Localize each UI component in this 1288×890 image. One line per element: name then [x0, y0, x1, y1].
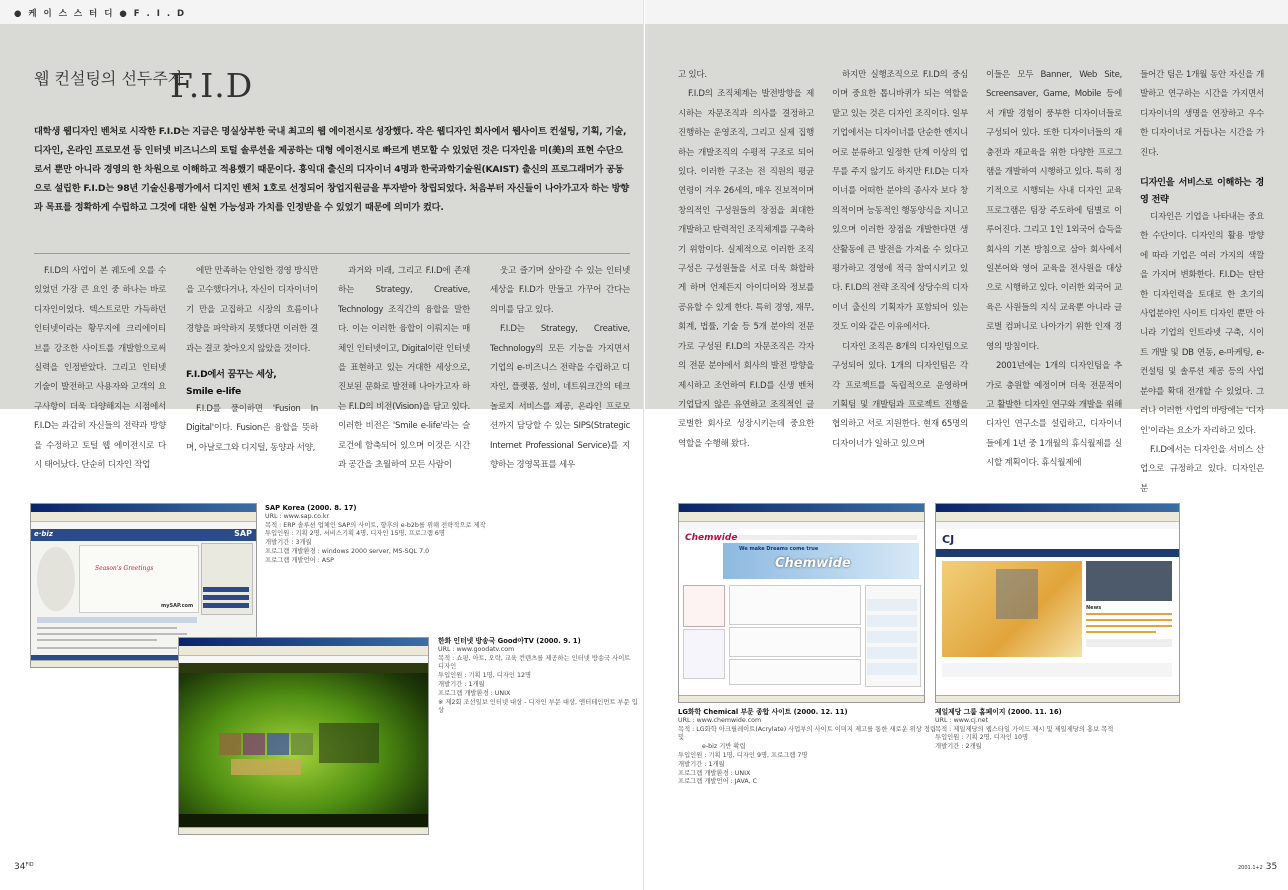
right-column-3: 이들은 모두 Banner, Web Site, Screensaver, Game, Mobile 등에서 개발 경험이 풍부한 디자이너들로 구성되어 있다. 또한 디자이너들의 재충전과 재교육을 위한 다양한 프로그램을 개발하여 시행하고 있다. 특히 정기적으로 시행되는 사내 디자인 교육 프로그램은 팀장 주도하에 팀별로 이루어진다. 그리고 1인 1외국어 습득을 회사의 기본 방침으로 삼아 회사에서 일본어와 영어 교육을 전사원을 대상으로 시행하고 있다. 이러한 외국어 교육은 사원들의 지식 교육뿐 아니라 글로벌 컴퍼니로 나아가기 위한 인재 경영의 방침이다. 2001년에는 1개의 디자인팀을 추가로 충원할 예정이며 더욱 전문적이고 활발한 디자인 연구와 개발을 위해 디자인 연구소를 설립하고, 디자이너들에게 1년 중 1개월의 휴식월제를 실시할 계획이다. 휴식월제에 — [986, 70, 1122, 469]
cj-news-label: News — [1086, 605, 1102, 611]
right-column-2: 하지만 실행조직으로 F.I.D의 중심이며 중요한 톱니바퀴가 되는 역할을 맡고 있는 것은 디자인 조직이다. 일부 기업에서는 디자이너를 단순한 엔지니어로 분류하고 일정한 단계 이상의 업무를 주지 않기도 하지만 F.I.D는 디자이너를 어떠한 분야의 종사자 보다 창의적이며 능동적인 행동양식을 지니고 있으며 이러한 장점을 개발한다면 생산활동에 큰 발전을 가져올 수 있다고 평가하고 경영에 적극 참여시키고 있다. F.I.D의 전략 조직에 상당수의 디자이너 출신의 기획자가 포함되어 있는 것도 이와 같은 이유에서다. 디자인 조직은 8개의 디자인팀으로 구성되어 있다. 1개의 디자인팀은 각각 프로젝트를 독립적으로 운영하며 기획팀 및 개발팀과 프로젝트 진행을 협의하고 서로 지원한다. 현재 65명의 디자이너가 일하고 있으며 — [832, 70, 968, 449]
subheading-smile: F.I.D에서 꿈꾸는 세상, Smile e-life — [186, 369, 277, 398]
chemwide-logo: Chemwide — [685, 533, 738, 543]
section-kicker: ● 케 이 스 스 터 디 ● F . I . D — [14, 9, 187, 19]
cj-logo: CJ — [942, 533, 955, 546]
right-page-number: 2001.1+2 35 — [1238, 862, 1278, 872]
left-column-2: 에만 만족하는 안일한 경영 방식만을 고수했다거나, 자신이 디자이너이기 만을 고집하고 시장의 흐름이나 경향을 파악하지 못했다면 이러한 결과는 결코 찾아오지 않았을 것이다. F.I.D에서 꿈꾸는 세상, Smile e-life F.I.D를 풀이하면 'Fusion In Digital'이다. Fusion은 융합을 뜻하며, 아날로그와 디지털, 동양과 서양, — [186, 266, 318, 453]
lead-divider — [34, 253, 630, 254]
left-page-number: $34^{FID}$ — [14, 862, 34, 872]
seasons-greetings-text: Season's Greetings — [95, 565, 154, 572]
right-top-strip — [645, 0, 1288, 24]
subheading-design-service: 디자인을 서비스로 이해하는 경영 전략 — [1140, 177, 1264, 206]
left-column-1: F.I.D의 사업이 본 궤도에 오를 수 있었던 가장 큰 요인 중 하나는 바로 디자인이었다. 텍스트로만 가득하던 인터넷이라는 황무지에 크리에이티브를 강조한 사이트를 개발함으로써 실력을 인정받았다. 그리고 인터넷 기술이 발전하고 사용자와 고객의 요구사항이 더욱 다양해지는 시점에서 F.I.D는 과감히 자신들의 전략과 방향을 수정하고 토털 웹 에이전시로 다시 태어났다. 단순히 디자인 작업 — [34, 266, 166, 471]
left-column-3: 과거와 미래, 그리고 F.I.D에 존재하는 Strategy, Creative, Technology 조직간의 융합을 말한다. 이는 이러한 융합이 이뤄지는 매체인 인터넷이고, Digital이란 인터넷을 표현하고 있는 거대한 세상으로, 진보된 문화로 발전해 나아가고자 하는 F.I.D의 비전(Vision)을 담고 있다. 이러한 비전은 'Smile e-life'라는 슬로건에 함축되어 있으며 이것은 시간과 공간을 초월하여 모든 사람이 — [338, 266, 470, 471]
cj-screenshot — [935, 503, 1180, 703]
chemwide-screenshot: Chemwide We make Dreams come true Chemwide — [678, 503, 925, 703]
goodatv-screenshot — [178, 637, 429, 835]
cj-caption: 제일제당 그룹 홈페이지 (2000. 11. 16) URL : www.cj.net 목적 : 제일제당의 웹스타일 가이드 제시 및 제일제당의 홍보 목적 투입인원 : 기획 2명, 디자인 10명 개발기간 : 2개월 — [935, 708, 1114, 751]
sap-logo: SAP — [234, 529, 252, 538]
left-column-4: 웃고 즐기며 살아갈 수 있는 인터넷 세상을 F.I.D가 만들고 가꾸어 간다는 의미를 담고 있다. F.I.D는 Strategy, Creative, Technology의 모든 기능을 가지면서 기업의 e-비즈니스 전략을 수립하고 디자인, 플랫폼, 설비, 네트워크간의 테크놀로지 서비스를 제공, 온라인 프로모션까지 담당할 수 있는 SIPS(Strategic Internet Professional Service)를 지향하는 경영목표를 세우 — [490, 266, 630, 471]
headline-korean: 웹 컨설팅의 선두주자 — [34, 69, 184, 88]
sap-korea-screenshot: e·biz SAP Season's Greetings mySAP.com — [30, 503, 257, 668]
right-column-4: 들어간 팀은 1개월 동안 자신을 개발하고 연구하는 시간을 가지면서 디자이너의 생명을 연장하고 우수한 디자이너로 거듭나는 시간을 가진다. 디자인을 서비스로 이해하는 경영 전략 디자인은 기업을 나타내는 중요한 수단이다. 디자인의 활용 방향에 따라 기업은 여러 가지의 색깔을 가지며 변화한다. F.I.D는 탄탄한 디자인력을 토대로 한 초기의 사업분야인 사이트 디자인 뿐만 아니라 기업의 인트라넷 구축, 시이트 개발 및 DB 연동, e-마케팅, e-컨설팅 및 솔루션 제공 등의 사업분야를 확대 전개할 수 있었다. 그러나 이러한 사업의 바탕에는 '디자인'이라는 요소가 자리하고 있다. F.I.D에서는 디자인을 서비스 산업으로 규정하고 있다. 디자인은 분 — [1140, 70, 1264, 494]
mysap-logo: mySAP.com — [161, 603, 194, 609]
goodatv-caption: 한화 인터넷 방송국 Good아TV (2000. 9. 1) URL : www.goodatv.com 목적 : 쇼핑, 아트, 오락, 교육 컨텐츠를 제공하는 인터넷 방송국 사이트 디자인 투입인원 : 기획 1명, 디자인 12명 개발기간 : 1개월 프로그램 개발환경 : UNIX ※ 제2회 조선일보 인터넷 대상 - 디자인 부문 대상, 엔터테인먼트 부문 입상 — [438, 637, 638, 715]
sap-caption: SAP Korea (2000. 8. 17) URL : www.sap.co.kr 목적 : ERP 솔루션 업체인 SAP의 사이트, 향후의 e-b2b를 위해 전략적으로 제작 투입인원 : 기획 2명, 서비스기획 4명, 디자인 15명, 프로그램 6명 개발기간 : 3개월 프로그램 개발환경 : windows 2000 server, MS-SQL 7.0 프로그램 개발언어 : ASP — [265, 504, 486, 564]
chemwide-caption: LG화학 Chemical 부문 종합 사이트 (2000. 12. 11) URL : www.chemwide.com 목적 : LG화학 아크릴레이트(Acrylate) 사업부의 사이트 이미지 제고를 통한 새로운 위상 정립 및 e-biz 기반 확립 투입인원 : 기획 1명, 디자인 9명, 프로그램 7명 개발기간 : 1개월 프로그램 개발환경 : UNIX 프로그램 개발언어 : JAVA, C — [678, 708, 937, 786]
lead-paragraph: 대학생 웹디자인 벤처로 시작한 F.I.D는 지금은 명실상부한 국내 최고의 웹 에이전시로 성장했다. 작은 웹디자인 회사에서 웹사이트 컨설팅, 기획, 기술, 디자인, 온라인 프로모션 등 인터넷 비즈니스의 토털 솔루션을 제공하는 대형 에이전시로 빠르게 변모할 수 있었던 것은 디자인을 미(美)의 표현 수단으로서 뿐만 아니라 경영의 한 차원으로 이해하고 적용했기 때문이다. 홍익대 출신의 디자이너 4명과 한국과학기술원(KAIST) 출신의 프로그래머가 공동으로 설립한 F.I.D는 98년 기술신용평가에서 디지인 벤처 1호로 선정되어 창업지원금을 투자받아 창립되었다. 처음부터 자신들이 나아가고자 하는 방향과 목표를 정확하게 수립하고 그것에 대한 실현 가능성과 가치를 인정받을 수 있었기 때문에 의미가 컸다. — [34, 126, 629, 213]
right-column-1: 고 있다. F.I.D의 조직체계는 발전방향을 제시하는 자문조직과 의사를 결정하고 진행하는 운영조직, 그리고 실제 집행하는 개발조직의 수평적 구조로 되어 있다. 이러한 구조는 전 직원의 평균 연령이 겨우 26세의, 매우 진보적이며 창의적인 구성원들의 장점을 최대한 개발하고 탄력적인 조직체계를 구축하기 위함이다. 실제적으로 이러한 조직 구성은 구성원들을 서로 더욱 화합하게 하며 언제든지 아이디어와 정보를 공유할 수 있게 한다. 특히 경영, 재무, 회계, 법률, 기술 등 5개 분야의 전문가로 구성된 F.I.D의 자문조직은 각자의 전문 분야에서 회사의 발전 방향을 제시하고 조언하여 F.I.D를 신생 벤처 기업답지 않은 유연하고 조직적인 글로벌한 회사로 성장시키는데 중요한 역할을 수행해 왔다. — [678, 70, 814, 449]
headline-fid: F.I.D — [170, 66, 254, 105]
chemwide-slogan: We make Dreams come true — [739, 546, 819, 552]
